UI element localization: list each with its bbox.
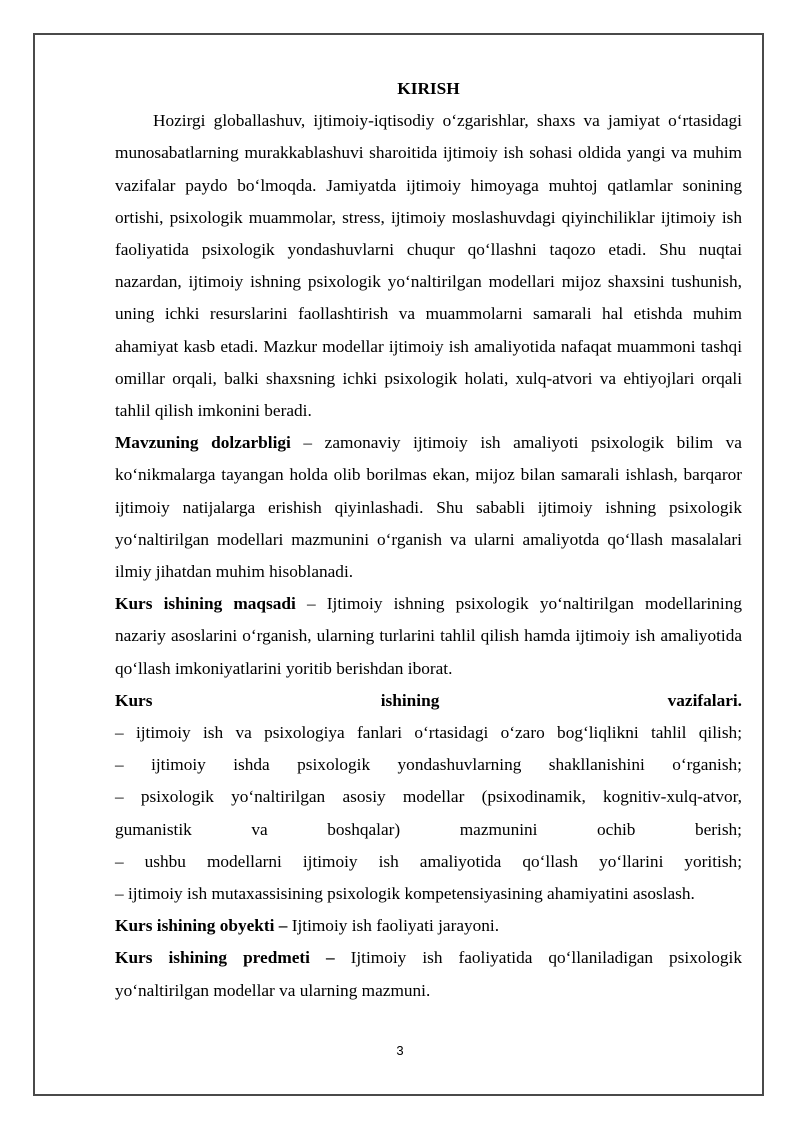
- object-label: Kurs ishining obyekti –: [115, 916, 288, 936]
- task-item: – ushbu modellarni ijtimoiy ish amaliyotida qo‘llash yo‘llarini yoritish;: [115, 851, 742, 871]
- goal-label: Kurs ishining maqsadi: [115, 594, 296, 614]
- page-number: 3: [396, 1043, 404, 1058]
- task-item: – ijtimoiy ish va psixologiya fanlari o‘rtasidagi o‘zaro bog‘liqlikni tahlil qilish;: [115, 723, 742, 743]
- section-heading: KIRISH: [397, 79, 460, 98]
- goal-paragraph: [115, 588, 742, 685]
- task-item: – psixologik yo‘naltirilgan asosiy modellar (psixodinamik, kognitiv-xulq-atvor, gumanistik va boshqalar) mazmunini ochib berish;: [115, 787, 742, 839]
- document-body: [115, 73, 742, 1007]
- task-item: – ijtimoiy ish mutaxassisining psixologik kompetensiyasining ahamiyatini asoslash.: [115, 884, 695, 904]
- tasks-label: Kurs ishining vazifalari.: [115, 690, 742, 710]
- task-item: – ijtimoiy ishda psixologik yondashuvlarning shakllanishini o‘rganish;: [115, 755, 742, 775]
- intro-paragraph: Hozirgi globallashuv, ijtimoiy-iqtisodiy o‘zgarishlar, shaxs va jamiyat o‘rtasidagi munosabatlarning murakkablashuvi sharoitida ijtimoiy ish sohasi oldida yangi va muhim vazifalar paydo bo‘lmoqda. Jamiyatda ijtimoiy himoyaga muhtoj qatlamlar sonining ortishi, psixologik muammolar, stress, ijtimoiy moslashuvdagi qiyinchiliklar ijtimoiy ish faoliyatida psixologik yondashuvlarni chuqur qo‘llashni taqozo etadi. Shu nuqtai nazardan, ijtimoiy ishning psixologik yo‘naltirilgan modellari mijoz shaxsini tushunish, uning ichki resurslarini faollashtirish va muammolarni samarali hal etishda muhim ahamiyat kasb etadi. Mazkur modellar ijtimoiy ish amaliyotida nafaqat muammoni tashqi omillar orqali, balki shaxsning ichki psixologik holati, xulq-atvori va ehtiyojlari orqali tahlil qilish imkonini beradi.: [115, 111, 742, 421]
- subject-label: Kurs ishining predmeti –: [115, 948, 335, 968]
- goal-text: – Ijtimoiy ishning psixologik yo‘naltirilgan modellarining nazariy asoslarini o‘rganish, ularning turlarini tahlil qilish hamda ijtimoiy ish amaliyotida qo‘llash imkoniyatlarini yoritib berishdan iborat.: [115, 594, 742, 678]
- tasks-heading: [115, 685, 742, 717]
- subject-text: Ijtimoiy ish faoliyatida qo‘llaniladigan psixologik yo‘naltirilgan modellar va ularning mazmuni.: [115, 948, 742, 1000]
- relevance-text: – zamonaviy ijtimoiy ish amaliyoti psixologik bilim va ko‘nikmalarga tayangan holda olib borilmas ekan, mijoz bilan samarali ishlash, barqaror ijtimoiy natijalarga erishish qiyinlashadi. Shu sababli ijtimoiy ishning psixologik yo‘naltirilgan modellari mazmunini o‘rganish va ularni amaliyotda qo‘llash masalalari ilmiy jihatdan muhim hisoblanadi.: [115, 433, 742, 582]
- relevance-paragraph: [115, 427, 742, 588]
- object-text: Ijtimoiy ish faoliyati jarayoni.: [287, 916, 500, 936]
- relevance-label: Mavzuning dolzarbligi: [115, 433, 291, 453]
- subject-paragraph: [115, 942, 742, 1006]
- object-paragraph: [115, 910, 742, 942]
